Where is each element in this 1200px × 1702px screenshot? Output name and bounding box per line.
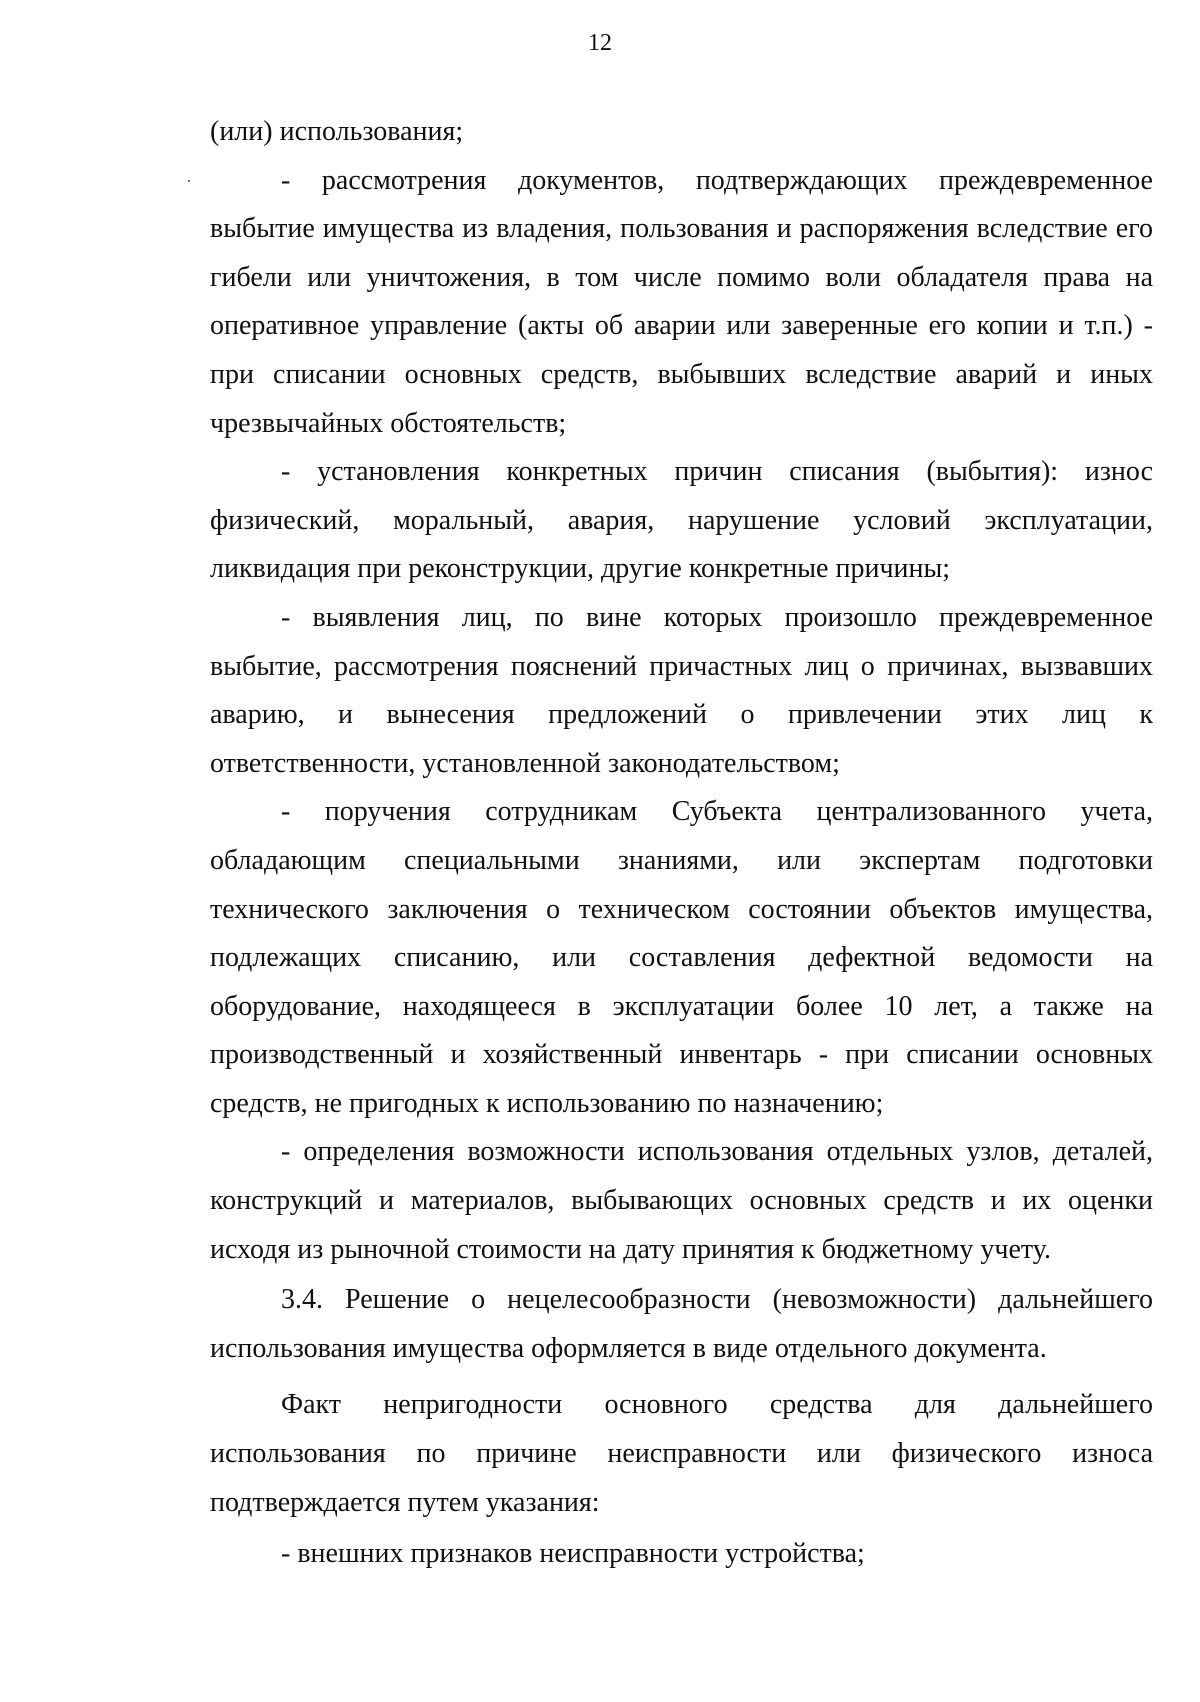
paragraph-technical-conclusion: - поручения сотрудникам Субъекта централизованного учета, обладающим специальными знаниями, или экспертам подготовки технического заключения о техническом состоянии объектов имущества, подлежащих списанию, или составления дефектной ведомости на оборудование, находящееся в эксплуатации более 10 лет, а также на производственный и хозяйственный инвентарь - при списании основных средств, не пригодных к использованию по назначению; — [210, 796, 1153, 1119]
paragraph-write-off-reasons: - установления конкретных причин списания (выбытия): износ физический, моральный, авария, нарушение условий эксплуатации, ликвидация при реконструкции, другие конкретные причины; — [210, 456, 1153, 585]
scan-speck — [188, 180, 190, 182]
document-body — [210, 108, 1153, 1579]
paragraph-responsible-persons: - выявления лиц, по вине которых произошло преждевременное выбытие, рассмотрения пояснений причастных лиц о причинах, вызвавших аварию, и вынесения предложений о привлечении этих лиц к ответственности, установленной законодательством; — [210, 601, 1153, 779]
paragraph-parts-evaluation: - определения возможности использования отдельных узлов, деталей, конструкций и материалов, выбывающих основных средств и их оценки исходя из рыночной стоимости на дату принятия к бюджетному учету. — [210, 1136, 1153, 1265]
paragraph-external-signs: - внешних признаков неисправности устройства; — [281, 1538, 865, 1570]
paragraph-documents-review: - рассмотрения документов, подтверждающих преждевременное выбытие имущества из владения, пользования и распоряжения вследствие его гибели или уничтожения, в том числе помимо воли обладателя права на оперативное управление (акты об аварии или заверенные его копии и т.п.) - при списании основных средств, выбывших вследствие аварий и иных чрезвычайных обстоятельств; — [210, 164, 1153, 439]
page-number: 12 — [588, 30, 612, 56]
paragraph-continuation: (или) использования; — [210, 116, 464, 147]
paragraph-unfitness-fact: Факт непригодности основного средства для дальнейшего использования по причине неисправности или физического износа подтверждается путем указания: — [210, 1389, 1153, 1518]
paragraph-section-3-4: 3.4. Решение о нецелесообразности (невозможности) дальнейшего использования имущества оформляется в виде отдельного документа. — [210, 1284, 1153, 1364]
